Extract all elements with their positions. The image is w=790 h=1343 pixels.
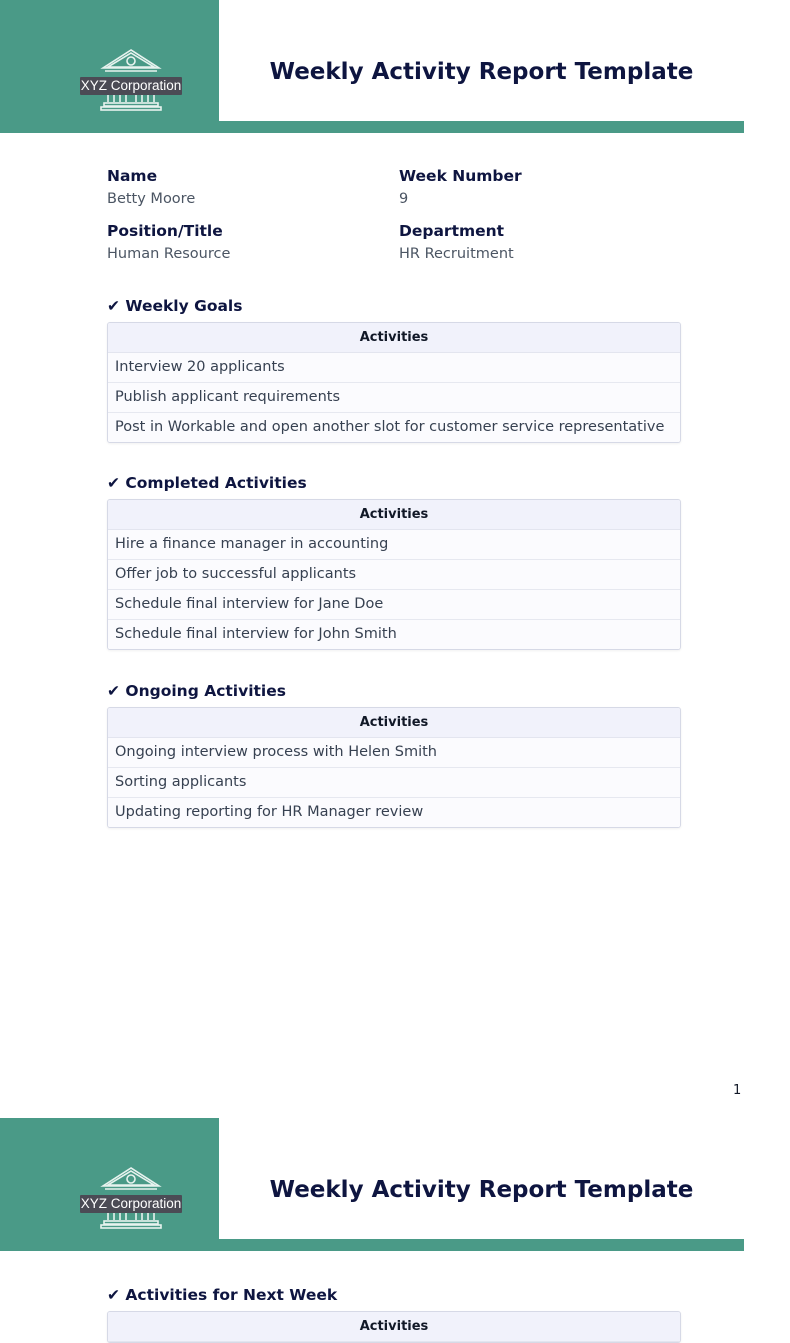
table-header: Activities [108,323,680,353]
header-band [219,1239,744,1251]
name-value: Betty Moore [107,191,196,207]
check-icon: ✔ [107,474,120,492]
table-row: Interview 20 applicants [108,353,680,383]
table-row: Sorting applicants [108,768,680,798]
page-number: 1 [733,1083,742,1098]
page-title: Weekly Activity Report Template [269,59,694,85]
page-title: Weekly Activity Report Template [269,1177,694,1203]
table-row: Updating reporting for HR Manager review [108,798,680,827]
position-value: Human Resource [107,246,231,262]
header-band [219,121,744,133]
weekly-goals-heading [107,295,242,317]
table-row: Schedule final interview for John Smith [108,620,680,649]
position-field [107,221,230,264]
department-field [399,221,514,264]
company-logo [80,48,182,112]
table-row: Post in Workable and open another slot for customer service representative [108,413,680,442]
table-row: Schedule final interview for Jane Doe [108,590,680,620]
company-name: XYZ Corporation [80,1196,182,1211]
next-week-heading [107,1284,337,1306]
logo-block [0,0,219,133]
table-row: Offer job to successful applicants [108,560,680,590]
company-name: XYZ Corporation [80,78,182,93]
completed-activities-heading [107,472,307,494]
table-header: Activities [108,500,680,530]
check-icon: ✔ [107,297,120,315]
completed-activities-table [107,499,681,650]
name-label: Name [107,167,158,185]
check-icon: ✔ [107,682,120,700]
ongoing-activities-title: Ongoing Activities [125,682,286,700]
next-week-title: Activities for Next Week [125,1286,338,1304]
weekly-goals-table [107,322,681,443]
completed-activities-title: Completed Activities [125,474,307,492]
ongoing-activities-table [107,707,681,828]
logo-block [0,1118,219,1251]
company-logo [80,1166,182,1230]
weekly-goals-title: Weekly Goals [125,297,243,315]
department-value: HR Recruitment [399,246,514,262]
next-week-table [107,1311,681,1343]
table-row: Hire a finance manager in accounting [108,530,680,560]
table-header: Activities [108,708,680,738]
name-field [107,166,195,209]
check-icon: ✔ [107,1286,120,1304]
ongoing-activities-heading [107,680,286,702]
position-label: Position/Title [107,222,223,240]
week-number-value: 9 [399,191,409,207]
week-number-field [399,166,522,209]
table-header: Activities [108,1312,680,1342]
department-label: Department [399,222,505,240]
table-row: Ongoing interview process with Helen Smith [108,738,680,768]
week-number-label: Week Number [399,167,522,185]
table-row: Publish applicant requirements [108,383,680,413]
